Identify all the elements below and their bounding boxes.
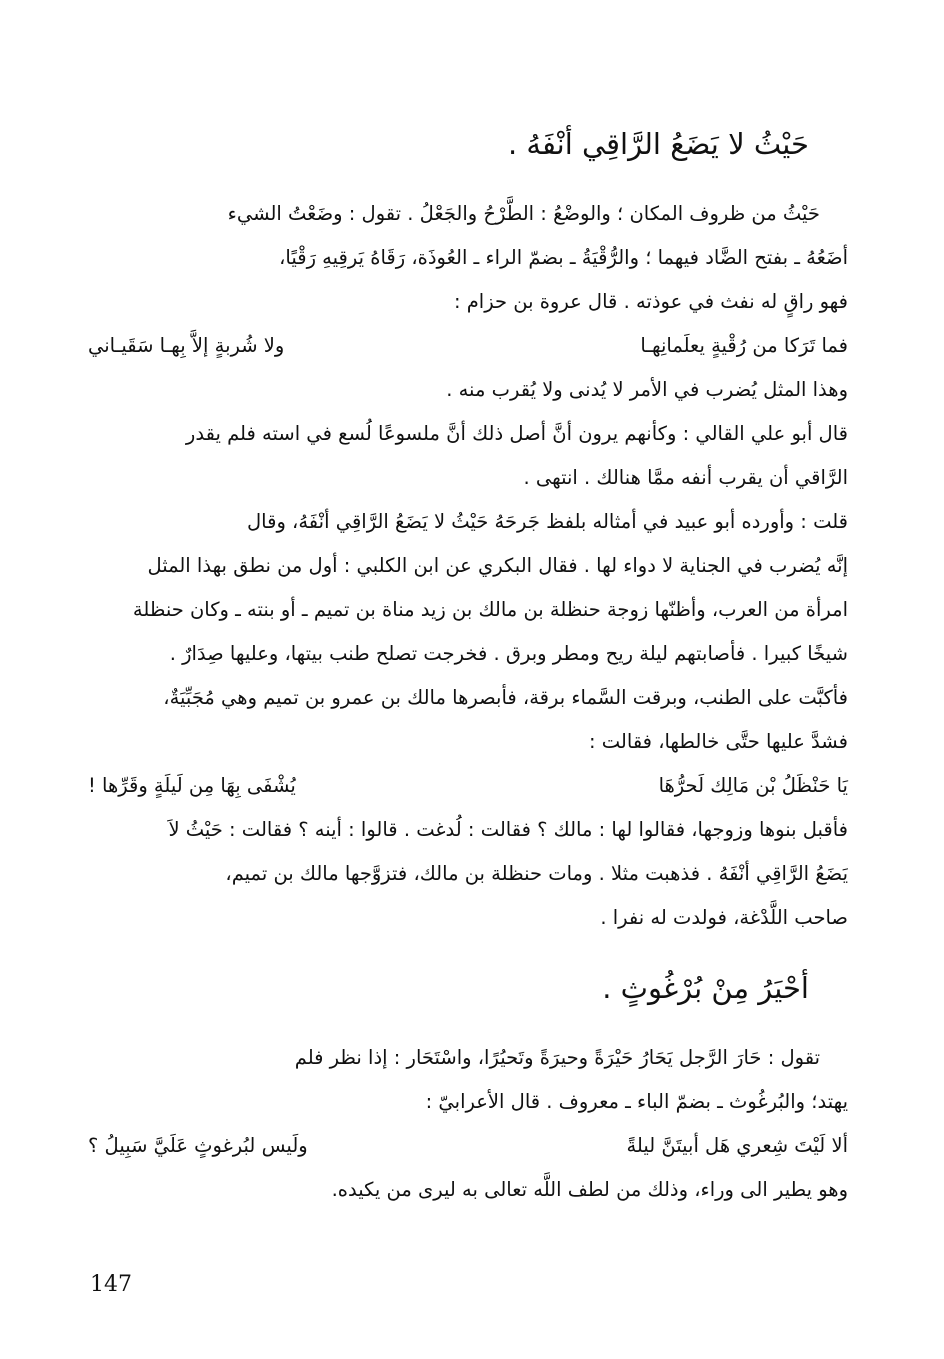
text-line: الرَّاقي أن يقرب أنفه ممَّا هنالك . انتهى .: [523, 466, 848, 489]
verse-hemistich-1: فما تَرَكا من رُقْيةٍ يعلَمانِهـا: [640, 334, 848, 357]
text-line: قال أبو علي القالي : وكأنهم يرون أنَّ أصل ذلك أنَّ ملسوعًا لُسع في استه فلم يقدر: [185, 422, 848, 445]
heading-proverb-1: حَيْثُ لا يَضَعُ الرَّاقِي أنْفَهُ .: [508, 127, 809, 161]
verse-hemistich-2: ولا شُربةٍ إلاَّ بِهـا سَقَيـاني: [88, 334, 285, 357]
text-line: امرأة من العرب، وأظنّها زوجة حنظلة بن مالك بن زيد مناة بن تميم ـ أو بنته ـ وكان حنظلة: [132, 598, 848, 621]
text-line: فأقبل بنوها وزوجها، فقالوا لها : مالك ؟ فقالت : لُدغت . قالوا : أينه ؟ فقالت : حَيْثُ لاَ: [168, 818, 848, 841]
text-line: أضَعُهُ ـ بفتح الضَّاد فيهما ؛ والرُّقْيَةُ ـ بضمّ الراء ـ العُوذَة، رَقَاهُ يَرقِيهِ رَقْيًا،: [279, 246, 848, 269]
text-line: إنَّه يُضرب في الجناية لا دواء لها . فقال البكري عن ابن الكلبي : أول من نطق بهذا المثل: [147, 554, 848, 577]
text-line: وهذا المثل يُضرب في الأمر لا يُدنى ولا يُقرب منه .: [446, 378, 848, 401]
text-line: يهتد؛ والبُرغُوث ـ بضمّ الباء ـ معروف . قال الأعرابيّ :: [425, 1090, 848, 1113]
verse-2: [88, 764, 848, 808]
text-line: فهو راقٍ له نفث في عوذته . قال عروة بن حزام :: [453, 290, 848, 313]
text-line: فأكبَّت على الطنب، وبرقت السَّماء برقة، فأبصرها مالك بن عمرو بن تميم وهي مُجَبِّيَةٌ،: [163, 686, 848, 709]
section-2-text: [88, 1036, 848, 1212]
text-line: قلت : وأورده أبو عبيد في أمثاله بلفظ جَرحَهُ حَيْثُ لا يَضَعُ الرَّاقِي أنْفَهُ، وقال: [247, 510, 848, 533]
text-line: تقول : حَارَ الرَّجل يَحَارُ حَيْرَةً وحيرَةً وتَحيُرًا، واسْتَحَار : إذا نظر فلم: [294, 1046, 820, 1069]
verse-hemistich-1: ألا لَيْتَ شِعري هَل أبيتَنَّ ليلةً: [626, 1134, 848, 1157]
heading-proverb-2: أحْيَرُ مِنْ بُرْغُوثٍ .: [602, 971, 809, 1005]
text-line: صاحب اللَّدْغة، فولدت له نفرا .: [600, 906, 848, 929]
verse-hemistich-1: يَا حَنْظَلُ بْن مَالِك لَحرُّهَا: [658, 774, 848, 797]
text-line: شيخًا كبيرا . فأصابتهم ليلة ريح ومطر وبرق . فخرجت تصلح طنب بيتها، وعليها صِدَارٌ .: [169, 642, 848, 665]
text-line: فشدَّ عليها حتَّى خالطها، فقالت :: [589, 730, 848, 753]
section-1-text: [88, 192, 848, 940]
page-number: 147: [90, 1272, 132, 1297]
verse-hemistich-2: ولَيس لبُرغوثٍ عَلَيَّ سَبِيلُ ؟: [88, 1134, 308, 1157]
verse-1: [88, 324, 848, 368]
verse-hemistich-2: يُشْفَى بِهَا مِن لَيلَةٍ وقَرِّها !: [88, 774, 296, 797]
text-line: وهو يطير الى وراء، وذلك من لطف اللَّه تعالى به ليرى من يكيده.: [331, 1178, 848, 1201]
text-line: يَضَعُ الرَّاقِي أنْفَهُ . فذهبت مثلا . ومات حنظلة بن مالك، فتزوَّجها مالك بن تميم،: [225, 862, 848, 885]
verse-3: [88, 1124, 848, 1168]
text-line: حَيْثُ من ظروف المكان ؛ والوضْعُ : الطَّرْحُ والجَعْلُ . تقول : وضَعْتُ الشيء: [227, 202, 820, 225]
